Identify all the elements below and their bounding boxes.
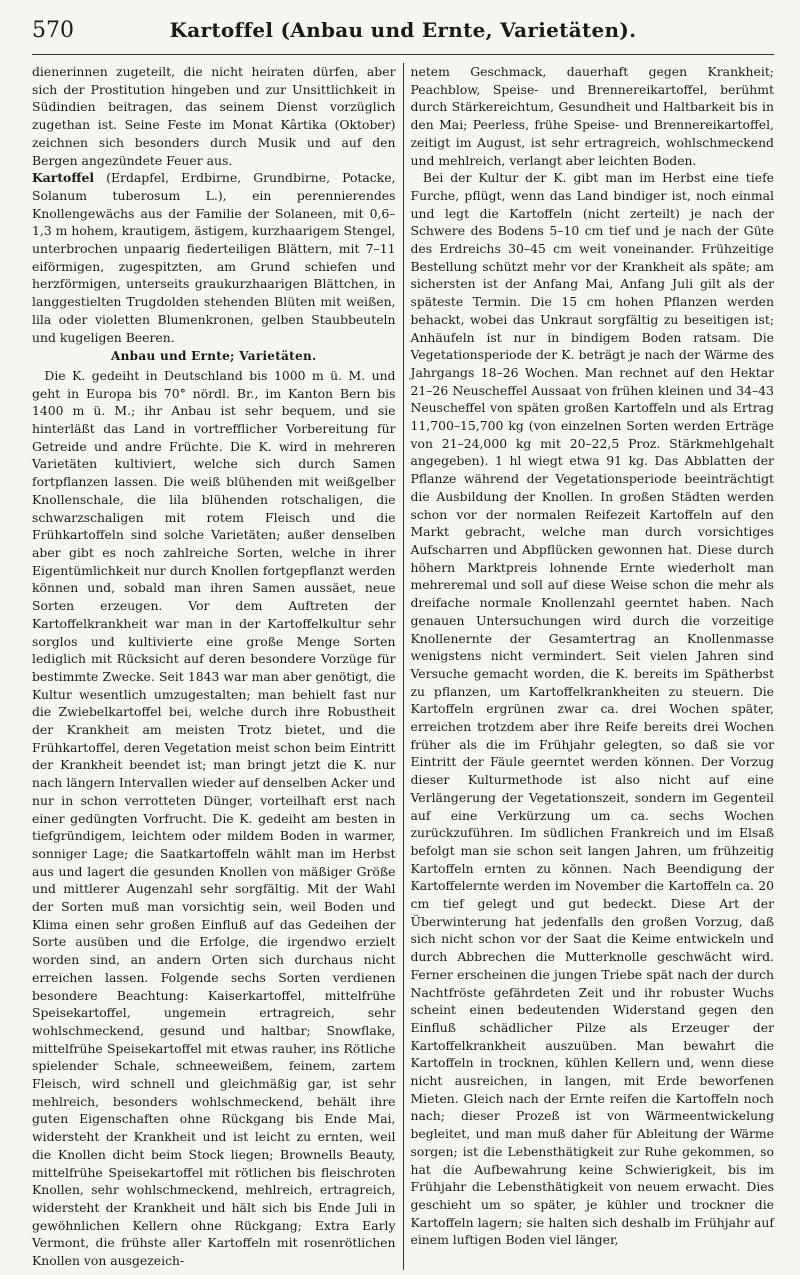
running-title: Kartoffel (Anbau und Ernte, Varietäten). bbox=[169, 18, 637, 42]
cultivation-paragraph: Bei der Kultur der K. gibt man im Herbst eine tiefe Furche, pflügt, wenn das Land bindiger ist, noch einmal und legt die Kartoffeln (nicht zerteilt) je nach der Schwere des Bodens 5–10 cm tief und je nach der Güte des Erdreichs 30–45 cm weit voneinander. Frühzeitige Bestellung schützt mehr vor der Krankheit als späte; am sichersten ist der Anfang Mai, Anfang Juli gilt als der späteste Termin. Die 15 cm hohen Pflanzen werden behackt, wobei das Unkraut sorgfältig zu beseitigen ist; Anhäufeln ist nur in bindigem Boden ratsam. Die Vegetationsperiode der K. beträgt je nach der Wärme des Jahrgangs 18–26 Wochen. Man rechnet auf den Hektar 21–26 Neuscheffel Aussaat von frühen kleinen und 34–43 Neuscheffel von späten großen Kartoffeln und als Ertrag 11,700–15,700 kg (von einzelnen Sorten werden Erträge von 21–24,000 kg mit 20–22,5 Proz. Stärkmehlgehalt angegeben). 1 hl wiegt etwa 91 kg. Das Abblatten der Pflanze während der Vegetationsperiode beeinträchtigt die Ausbildung der Knollen. In großen Städten werden schon vor der normalen Reifezeit Kartoffeln auf den Markt gebracht, welche man durch vorsichtiges Aufscharren und Abpflücken gewonnen hat. Diese durch höhern Marktpreis lohnende Ernte wiederholt man mehreremal und soll auf diese Weise schon die mehr als dreifache normale Knollenzahl geerntet haben. Nach genauen Untersuchungen wird durch die vorzeitige Knollenernte der Gesamtertrag an Knollenmasse wenigstens nicht vermindert. Seit vielen Jahren sind Versuche gemacht worden, die K. bereits im Spätherbst zu pflanzen, um Kartoffelkrankheiten zu steuern. Die Kartoffeln ergrünen zwar ca. drei Wochen später, erreichen trotzdem aber ihre Reife bereits drei Wochen früher als die im Frühjahr gelegten, so daß sie vor Eintritt der Fäule geerntet werden können. Der Vorzug dieser Kulturmethode ist also nicht auf eine Verlängerung der Vegetationszeit, sondern im Gegenteil auf eine Verkürzung um ca. sechs Wochen zurückzuführen. Im südlichen Frankreich und im Elsaß befolgt man sie schon seit langen Jahren, um frühzeitig Kartoffeln ernten zu können. Nach Beendigung der Kartoffelernte werden im November die Kartoffeln ca. 20 cm tief gelegt und gut bedeckt. Diese Art der Überwinterung hat jedenfalls den großen Vorzug, daß sich nicht schon vor der Saat die Keime entwickeln und durch Abbrechen die Mutterknolle geschwächt wird. Ferner erscheinen die jungen Triebe spät nach der durch Nachtfröste gefährdeten Zeit und ihr robuster Wuchs scheint einen bedeutenden Widerstand gegen den Einfluß schädlicher Pilze als Erzeuger der Kartoffelkrankheit auszuüben. Man bewahrt die Kartoffeln in trocknen, kühlen Kellern und, wenn diese nicht ausreichen, in langen, mit Erde beworfenen Mieten. Gleich nach der Ernte reifen die Kartoffeln noch nach; dieser Prozeß ist von Wärmeentwickelung begleitet, und man muß daher für Ableitung der Wärme sorgen; ist die Lebensthätigkeit zur Ruhe gekommen, so hat die Aufbewahrung keine Schwierigkeit, bis im Frühjahr die Lebensthätigkeit von neuem erwacht. Dies geschieht um so später, je kühler und trockner die Kartoffeln lagern; sie halten sich deshalb im Frühjahr auf einem luftigen Boden viel länger, bbox=[410, 170, 774, 1248]
page-header bbox=[32, 14, 774, 55]
entry-paragraph bbox=[32, 169, 396, 346]
left-column bbox=[32, 63, 403, 1270]
right-column bbox=[404, 63, 775, 1270]
section-paragraph: Die K. gedeiht in Deutschland bis 1000 m ü. M. und geht in Europa bis 70° nördl. Br., im Kanton Bern bis 1400 m ü. M.; ihr Anbau ist sehr bequem, und sie hinterläßt das Land in vortrefflicher Vorbereitung für Getreide und andre Früchte. Die K. wird in mehreren Varietäten kultiviert, welche sich durch Samen fortpflanzen lassen. Die weiß blühenden mit weißgelber Knollenschale, die lila blühenden rotschaligen, die schwarzschaligen mit rotem Fleisch und die Frühkartoffeln sind solche Varietäten; außer denselben aber gibt es noch zahlreiche Sorten, welche in ihrer Eigentümlichkeit nur durch Knollen fortgepflanzt werden können und, sobald man ihren Samen aussäet, neue Sorten erzeugen. Vor dem Auftreten der Kartoffelkrankheit war man in der Kartoffelkultur sehr sorglos und kultivierte eine große Menge Sorten lediglich mit Rücksicht auf deren besondere Vorzüge für bestimmte Zwecke. Seit 1843 war man aber genötigt, die Kultur wesentlich umzugestalten; man behielt fast nur die Zwiebelkartoffel bei, welche durch ihre Robustheit der Krankheit am meisten Trotz bietet, und die Frühkartoffel, deren Vegetation meist schon beim Eintritt der Krankheit beendet ist; man bringt jetzt die K. nur nach längern Intervallen wieder auf denselben Acker und nur in schon verrotteten Dünger, vorteilhaft erst nach einer gedüngten Vorfrucht. Die K. gedeiht am besten in tiefgründigem, leichtem oder mildem Boden in warmer, sonniger Lage; die Saatkartoffeln wählt man im Herbst aus und lagert die gesunden Knollen von mäßiger Größe und mittlerer Augenzahl sehr sorgfältig. Mit der Wahl der Sorten muß man vorsichtig sein, weil Boden und Klima einen sehr großen Einfluß auf das Gedeihen der Sorte ausüben und die Erfolge, die irgendwo erzielt worden sind, an andern Orten sich durchaus nicht erreichen lassen. Folgende sechs Sorten verdienen besondere Beachtung: Kaiserkartoffel, mittelfrühe Speisekartoffel, ungemein ertragreich, sehr wohlschmeckend, gesund und haltbar; Snowflake, mittelfrühe Speisekartoffel mit etwas rauher, ins Rötliche spielender Schale, schneeweißem, feinem, zartem Fleisch, wird schnell und gleichmäßig gar, ist sehr mehlreich, besonders wohlschmeckend, behält ihre guten Eigenschaften ohne Rückgang bis Ende Mai, widersteht der Krankheit und ist leicht zu ernten, weil die Knollen dicht beim Stock liegen; Brownells Beauty, mittelfrühe Speisekartoffel mit rötlichen bis fleischroten Knollen, sehr wohlschmeckend, mehlreich, ertragreich, widersteht der Krankheit und hält sich bis Ende Juli in gewöhnlichen Kellern ohne Rückgang; Extra Early Vermont, die frühste aller Kartoffeln mit rosenrötlichen Knollen von ausgezeich- bbox=[32, 367, 396, 1269]
section-heading: Anbau und Ernte; Varietäten. bbox=[111, 349, 317, 364]
continued-paragraph: netem Geschmack, dauerhaft gegen Krankheit; Peachblow, Speise- und Brennereikartoffel, berühmt durch Stärkereichtum, Gesundheit und Haltbarkeit bis in den Mai; Peerless, frühe Speise- und Brennereikartoffel, zeitigt im August, ist sehr ertragreich, wohlschmeckend und mehlreich, verlangt aber leichten Boden. bbox=[410, 64, 774, 168]
entry-headword: Kartoffel bbox=[32, 170, 95, 186]
page-number: 570 bbox=[32, 18, 74, 43]
continued-paragraph: dienerinnen zugeteilt, die nicht heiraten dürfen, aber sich der Prostitution hingeben und zur Unsittlichkeit in Südindien beitragen, das seinem Dienst vorzüglich zugethan ist. Seine Feste im Monat Kârtika (Oktober) zeichnen sich besonders durch Musik und auf den Bergen angezündete Feuer aus. bbox=[32, 64, 396, 168]
entry-definition: (Erdapfel, Erdbirne, Grundbirne, Potacke, Solanum tuberosum L.), ein perennierendes Knollengewächs aus der Familie der Solaneen, mit 0,6–1,3 m hohem, krautigem, ästigem, kurzhaarigem Stengel, unterbrochen unpaarig fiederteiligen Blättern, mit 7–11 eiförmigen, zugespitzten, am Grund schiefen und herzförmigen, unterseits graukurzhaarigen Blättchen, in langgestielten Trugdolden stehenden Blüten mit weißen, lila oder violetten Blumenkronen, gelben Staubbeuteln und kugeligen Beeren. bbox=[32, 170, 396, 345]
text-columns bbox=[32, 63, 774, 1270]
